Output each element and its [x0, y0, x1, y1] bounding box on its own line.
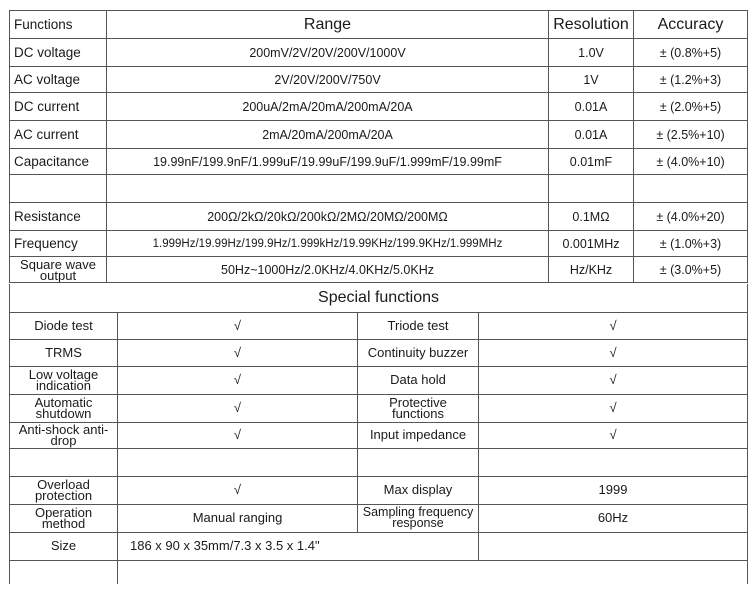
empty-cell	[118, 560, 748, 584]
range-cell: 200uA/2mA/20mA/200mA/20A	[107, 93, 549, 121]
special-row	[10, 422, 748, 448]
feature-label: Low voltage indication	[10, 366, 118, 394]
feature-value: √	[479, 312, 748, 339]
feature-value: √	[118, 366, 358, 394]
resolution-cell: 0.01A	[549, 121, 634, 149]
feature-label: Operation method	[10, 504, 118, 532]
resolution-cell: 1V	[549, 67, 634, 93]
feature-label: Triode test	[358, 312, 479, 339]
accuracy-cell: ± (4.0%+10)	[634, 149, 748, 175]
spec-row	[10, 203, 748, 231]
feature-label: Sampling frequency response	[358, 504, 479, 532]
feature-value: √	[479, 339, 748, 366]
feature-value: √	[118, 312, 358, 339]
special-row	[10, 366, 748, 394]
range-cell: 50Hz~1000Hz/2.0KHz/4.0KHz/5.0KHz	[107, 257, 549, 283]
feature-value: √	[479, 366, 748, 394]
range-cell: 2V/20V/200V/750V	[107, 67, 549, 93]
feature-label: Continuity buzzer	[358, 339, 479, 366]
feature-value: Manual ranging	[118, 504, 358, 532]
feature-value: 1999	[479, 476, 748, 504]
spec-row-empty	[10, 175, 748, 203]
accuracy-cell: ± (1.2%+3)	[634, 67, 748, 93]
spec-row	[10, 39, 748, 67]
header-resolution: Resolution	[549, 11, 634, 39]
feature-label: Anti-shock anti-drop	[10, 422, 118, 448]
special-row	[10, 312, 748, 339]
special-row	[10, 504, 748, 532]
feature-label	[10, 448, 118, 476]
feature-value: √	[118, 476, 358, 504]
size-value: 186 x 90 x 35mm/7.3 x 3.5 x 1.4"	[118, 532, 479, 560]
accuracy-cell	[634, 175, 748, 203]
special-functions-title: Special functions	[10, 284, 748, 312]
feature-value: √	[479, 394, 748, 422]
range-cell: 200Ω/2kΩ/20kΩ/200kΩ/2MΩ/20MΩ/200MΩ	[107, 203, 549, 231]
function-cell: Frequency	[10, 231, 107, 257]
feature-label: Overload protection	[10, 476, 118, 504]
function-cell: AC current	[10, 121, 107, 149]
function-cell: Resistance	[10, 203, 107, 231]
spec-table	[9, 10, 748, 283]
spec-row	[10, 67, 748, 93]
accuracy-cell: ± (1.0%+3)	[634, 231, 748, 257]
resolution-cell: 0.001MHz	[549, 231, 634, 257]
spec-header-row	[10, 11, 748, 39]
feature-label: Data hold	[358, 366, 479, 394]
accuracy-cell: ± (2.5%+10)	[634, 121, 748, 149]
feature-value: √	[479, 422, 748, 448]
range-cell	[107, 175, 549, 203]
header-accuracy: Accuracy	[634, 11, 748, 39]
function-cell: Square wave output	[10, 257, 107, 283]
resolution-cell: 0.01A	[549, 93, 634, 121]
special-row	[10, 532, 748, 560]
spec-row	[10, 93, 748, 121]
special-row	[10, 476, 748, 504]
feature-value: 60Hz	[479, 504, 748, 532]
spec-row	[10, 257, 748, 283]
feature-label: Input impedance	[358, 422, 479, 448]
special-row	[10, 339, 748, 366]
feature-label	[358, 448, 479, 476]
function-cell: DC voltage	[10, 39, 107, 67]
function-cell: DC current	[10, 93, 107, 121]
function-cell: AC voltage	[10, 67, 107, 93]
feature-label: Automatic shutdown	[10, 394, 118, 422]
resolution-cell: 0.01mF	[549, 149, 634, 175]
feature-label: Diode test	[10, 312, 118, 339]
feature-value	[479, 448, 748, 476]
range-cell: 2mA/20mA/200mA/20A	[107, 121, 549, 149]
special-row-empty	[10, 448, 748, 476]
accuracy-cell: ± (2.0%+5)	[634, 93, 748, 121]
resolution-cell: 0.1MΩ	[549, 203, 634, 231]
feature-label: Protective functions	[358, 394, 479, 422]
resolution-cell	[549, 175, 634, 203]
range-cell: 1.999Hz/19.99Hz/199.9Hz/1.999kHz/19.99KHz/199.9KHz/1.999MHz	[107, 231, 549, 257]
function-cell	[10, 175, 107, 203]
resolution-cell: Hz/KHz	[549, 257, 634, 283]
spec-row	[10, 231, 748, 257]
feature-value: √	[118, 394, 358, 422]
feature-value: √	[118, 422, 358, 448]
accuracy-cell: ± (0.8%+5)	[634, 39, 748, 67]
empty-cell	[10, 560, 118, 584]
special-row-trailing	[10, 560, 748, 584]
header-range: Range	[107, 11, 549, 39]
spec-row	[10, 121, 748, 149]
resolution-cell: 1.0V	[549, 39, 634, 67]
special-row	[10, 394, 748, 422]
accuracy-cell: ± (4.0%+20)	[634, 203, 748, 231]
spec-row	[10, 149, 748, 175]
special-title-row	[10, 284, 748, 312]
feature-label: Max display	[358, 476, 479, 504]
feature-label: TRMS	[10, 339, 118, 366]
feature-value	[118, 448, 358, 476]
special-functions-table	[9, 284, 748, 584]
header-functions: Functions	[10, 11, 107, 39]
feature-value: √	[118, 339, 358, 366]
feature-value	[479, 532, 748, 560]
accuracy-cell: ± (3.0%+5)	[634, 257, 748, 283]
range-cell: 19.99nF/199.9nF/1.999uF/19.99uF/199.9uF/1.999mF/19.99mF	[107, 149, 549, 175]
function-cell: Capacitance	[10, 149, 107, 175]
range-cell: 200mV/2V/20V/200V/1000V	[107, 39, 549, 67]
feature-label: Size	[10, 532, 118, 560]
